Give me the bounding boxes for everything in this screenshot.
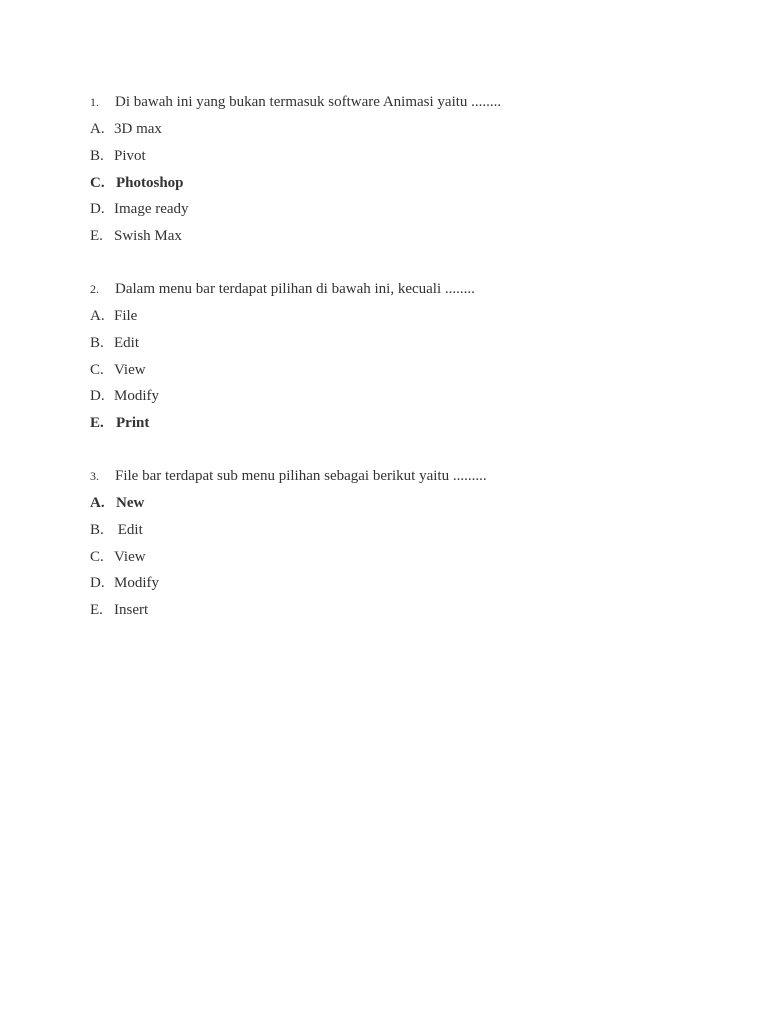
question-2 [90, 278, 690, 439]
option-c-correct [90, 172, 690, 199]
question-text [90, 278, 690, 305]
option-letter: E. [90, 602, 103, 619]
option-d [90, 198, 690, 225]
question-text [90, 465, 690, 492]
question-label: Dalam menu bar terdapat pilihan di bawah ini, kecuali ........ [115, 280, 475, 297]
option-letter: A. [90, 494, 105, 511]
option-letter: B. [90, 147, 104, 164]
option-letter: D. [90, 388, 105, 405]
option-text: Print [116, 415, 150, 432]
option-text: Edit [114, 334, 139, 351]
question-1 [90, 91, 690, 252]
option-text: Image ready [114, 201, 189, 218]
option-letter: E. [90, 228, 103, 245]
option-letter: E. [90, 415, 104, 432]
option-letter: A. [90, 121, 105, 137]
option-letter: B. [90, 334, 104, 351]
option-text: New [116, 494, 145, 511]
option-a [90, 305, 690, 332]
option-text: Modify [114, 575, 159, 592]
option-text: 3D max [114, 121, 162, 137]
option-c [90, 359, 690, 386]
document-page [90, 91, 690, 652]
question-label: File bar terdapat sub menu pilihan sebagai berikut yaitu ......... [115, 467, 487, 484]
option-d [90, 385, 690, 412]
question-label: Di bawah ini yang bukan termasuk software Animasi yaitu ........ [115, 94, 502, 110]
option-text: Swish Max [114, 228, 182, 245]
option-text: Edit [114, 521, 143, 538]
option-letter: C. [90, 361, 104, 378]
option-letter: D. [90, 575, 105, 592]
option-letter: D. [90, 201, 105, 218]
option-a [90, 118, 690, 145]
option-letter: A. [90, 307, 105, 324]
option-e [90, 599, 690, 626]
option-text: Modify [114, 388, 159, 405]
option-text: Photoshop [116, 174, 184, 191]
option-b [90, 519, 690, 546]
option-b [90, 332, 690, 359]
option-c [90, 546, 690, 573]
question-3 [90, 465, 690, 626]
question-number: 3. [90, 468, 99, 483]
option-letter: C. [90, 174, 105, 191]
option-text: File [114, 307, 138, 324]
option-e [90, 225, 690, 252]
question-number: 1. [90, 95, 99, 109]
option-a-correct [90, 492, 690, 519]
option-text: Insert [114, 602, 149, 619]
option-text: Pivot [114, 147, 146, 164]
question-number: 2. [90, 281, 99, 296]
option-e-correct [90, 412, 690, 439]
option-text: View [114, 361, 146, 378]
option-d [90, 572, 690, 599]
option-letter: C. [90, 548, 104, 565]
option-text: View [114, 548, 146, 565]
question-text [90, 91, 690, 118]
option-letter: B. [90, 521, 104, 538]
option-b [90, 145, 690, 172]
